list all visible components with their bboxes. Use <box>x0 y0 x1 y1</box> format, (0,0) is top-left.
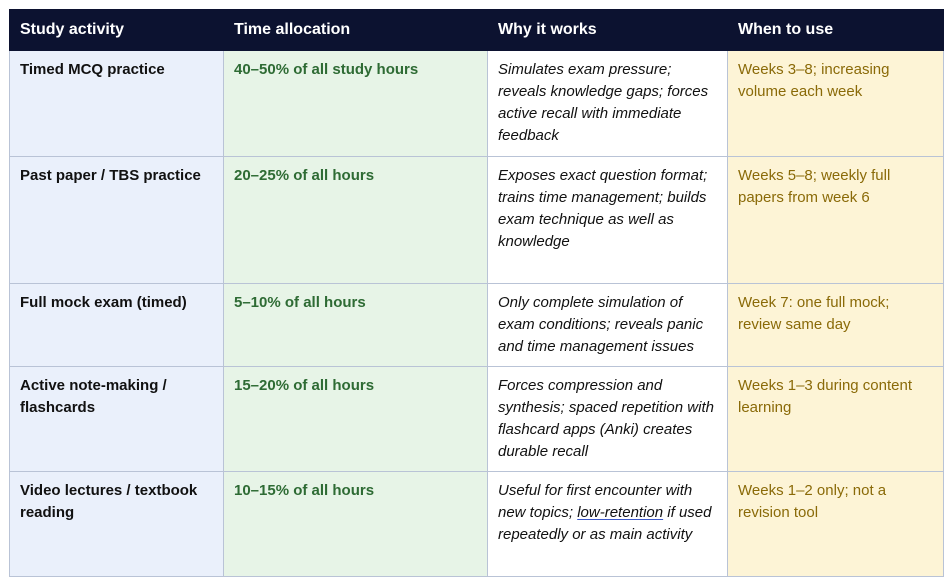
activity-cell: Past paper / TBS practice <box>10 157 224 284</box>
why-text-after: if used repeatedly or as main activity <box>498 504 712 543</box>
study-plan-table-container <box>9 9 943 577</box>
table-row <box>10 157 944 284</box>
when-to-use-cell: Weeks 5–8; weekly full papers from week 6 <box>728 157 944 284</box>
time-allocation-cell: 20–25% of all hours <box>224 157 488 284</box>
activity-cell: Full mock exam (timed) <box>10 284 224 367</box>
header-study-activity: Study activity <box>10 10 224 51</box>
when-to-use-cell: Week 7: one full mock; review same day <box>728 284 944 367</box>
time-allocation-cell: 10–15% of all hours <box>224 472 488 577</box>
activity-cell: Timed MCQ practice <box>10 51 224 157</box>
table-row <box>10 284 944 367</box>
why-it-works-cell: Forces compression and synthesis; spaced repetition with flashcard apps (Anki) creates durable recall <box>488 367 728 472</box>
when-to-use-cell: Weeks 1–2 only; not a revision tool <box>728 472 944 577</box>
time-allocation-cell: 40–50% of all study hours <box>224 51 488 157</box>
time-allocation-cell: 5–10% of all hours <box>224 284 488 367</box>
time-allocation-cell: 15–20% of all hours <box>224 367 488 472</box>
table-row <box>10 367 944 472</box>
table-row <box>10 51 944 157</box>
low-retention-underlined-text: low-retention <box>577 504 664 521</box>
table-header-row <box>10 10 944 51</box>
why-it-works-cell: Exposes exact question format; trains time management; builds exam technique as well as knowledge <box>488 157 728 284</box>
activity-cell: Video lectures / textbook reading <box>10 472 224 577</box>
study-plan-table <box>9 9 944 577</box>
why-it-works-cell: Simulates exam pressure; reveals knowledge gaps; forces active recall with immediate feedback <box>488 51 728 157</box>
header-why-it-works: Why it works <box>488 10 728 51</box>
when-to-use-cell: Weeks 3–8; increasing volume each week <box>728 51 944 157</box>
header-when-to-use: When to use <box>728 10 944 51</box>
table-row <box>10 472 944 577</box>
why-it-works-cell <box>488 472 728 577</box>
activity-cell: Active note-making / flashcards <box>10 367 224 472</box>
why-it-works-cell: Only complete simulation of exam conditions; reveals panic and time management issues <box>488 284 728 367</box>
when-to-use-cell: Weeks 1–3 during content learning <box>728 367 944 472</box>
why-text-before: Useful for first encounter with new topics; <box>498 482 693 521</box>
header-time-allocation: Time allocation <box>224 10 488 51</box>
